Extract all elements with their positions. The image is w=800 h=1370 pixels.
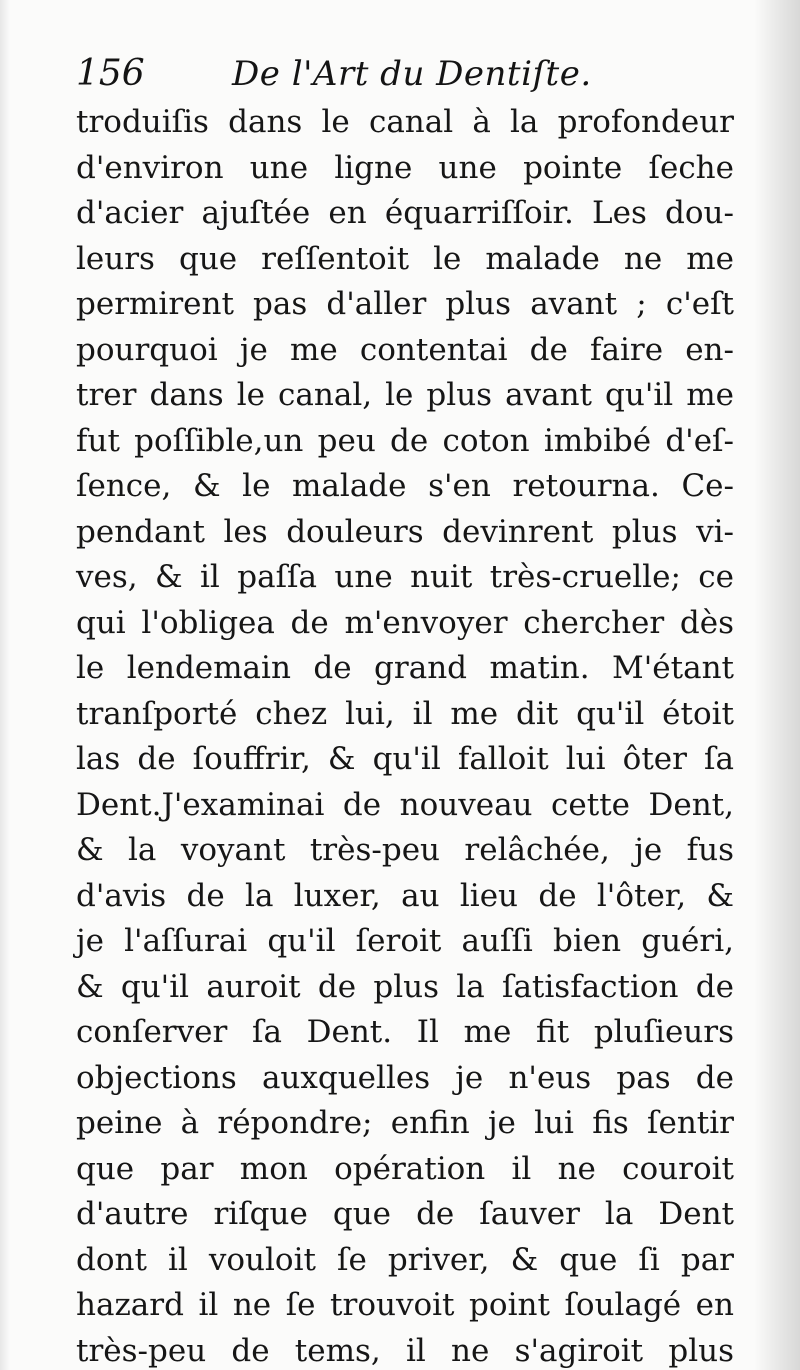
text-line: peine à répondre; enfin je lui fis ſentir bbox=[76, 1105, 734, 1141]
page-number: 156 bbox=[76, 53, 145, 94]
text-line: troduiſis dans le canal à la profondeur bbox=[76, 104, 734, 140]
text-line: & qu'il auroit de plus la ſatisfaction de bbox=[76, 968, 734, 1005]
text-line: permirent pas d'aller plus avant ; c'eſt bbox=[76, 286, 734, 322]
page-left-edge-shadow bbox=[0, 0, 10, 1370]
text-line: très-peu de tems, il ne s'agiroit plus bbox=[76, 1332, 734, 1369]
text-line: d'autre riſque que de ſauver la Dent bbox=[76, 1196, 734, 1232]
text-line: d'environ une ligne une pointe ſeche bbox=[76, 149, 734, 186]
text-line: je l'aſſurai qu'il ſeroit auſſi bien guéri, bbox=[76, 923, 734, 959]
running-title: De l'Art du Dentiſte. bbox=[232, 54, 592, 94]
text-line: hazard il ne ſe trouvoit point ſoulagé en bbox=[76, 1287, 734, 1323]
text-line: d'avis de la luxer, au lieu de l'ôter, & bbox=[76, 877, 734, 914]
text-line: d'acier ajuſtée en équarriſſoir. Les dou- bbox=[76, 195, 734, 231]
page-gutter-shadow bbox=[754, 0, 800, 1370]
text-line: Dent.J'examinai de nouveau cette Dent, bbox=[76, 786, 734, 823]
text-line: qui l'obligea de m'envoyer chercher dès bbox=[76, 604, 734, 641]
text-line: tranſporté chez lui, il me dit qu'il étoit bbox=[76, 695, 734, 732]
text-line: ves, & il paſſa une nuit très-cruelle; ce bbox=[76, 559, 734, 595]
text-line: las de ſouffrir, & qu'il falloit lui ôter ſa bbox=[76, 741, 734, 777]
text-line: fut poſſible,un peu de coton imbibé d'eſ- bbox=[76, 422, 734, 459]
text-line: objections auxquelles je n'eus pas de bbox=[76, 1059, 734, 1096]
body-text bbox=[76, 100, 734, 1370]
text-line: ſence, & le malade s'en retourna. Ce- bbox=[76, 468, 734, 504]
text-line: trer dans le canal, le plus avant qu'il me bbox=[76, 377, 734, 413]
text-line: pendant les douleurs devinrent plus vi- bbox=[76, 513, 734, 550]
text-line: dont il vouloit ſe priver, & que ſi par bbox=[76, 1241, 734, 1278]
text-line: conſerver ſa Dent. Il me fit pluſieurs bbox=[76, 1014, 734, 1050]
text-line: & la voyant très-peu relâchée, je fus bbox=[76, 832, 734, 868]
text-line: pourquoi je me contentai de faire en- bbox=[76, 331, 734, 368]
page-header bbox=[76, 50, 686, 98]
text-line: que par mon opération il ne couroit bbox=[76, 1150, 734, 1187]
text-line: le lendemain de grand matin. M'étant bbox=[76, 650, 734, 686]
text-line: leurs que reſſentoit le malade ne me bbox=[76, 240, 734, 277]
